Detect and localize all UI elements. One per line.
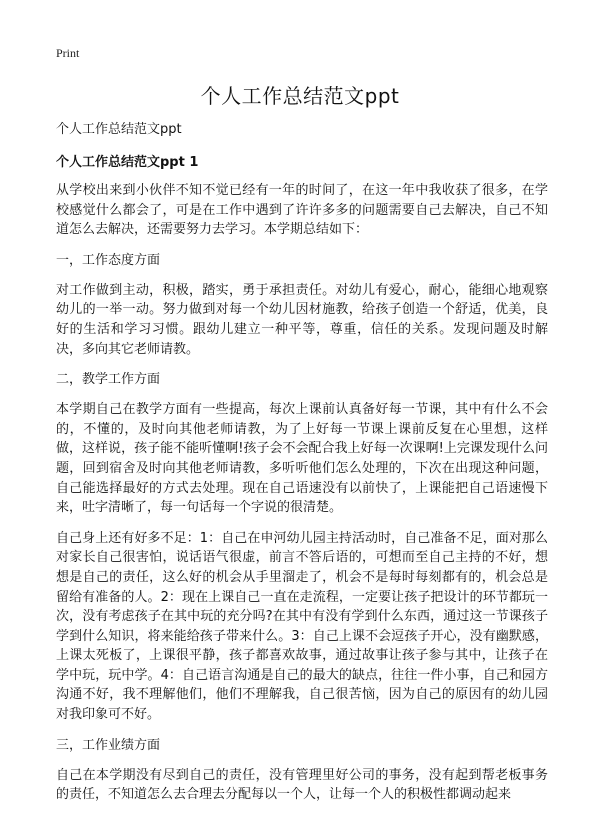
shortcomings-paragraph: 自己身上还有好多不足：1：自己在申河幼儿园主持活动时，自己准备不足，面对那么对家长自己很害怕，说话语气很虚，前言不答后语的，可想而至自己主持的不好，想想是自己的责任，这么好的机会从手里溜走了，机会不是每时每刻都有的，机会总是留给有准备的人。2：现在上课自己一直在走流程，一定要让孩子把设计的环节都玩一次，没有考虑孩子在其中玩的充分吗?在其中有没有学到什么东西，通过这一节课孩子学到什么知识，将来能给孩子带来什么。3：自己上课不会逗孩子开心，没有幽默感，上课太死板了，上课很平静，孩子都喜欢故事，通过故事让孩子参与其中，让孩子在学中玩，玩中学。4：自己语言沟通是自己的最大的缺点，往往一件小事，自己和园方沟通不好，我不理解他们，他们不理解我，自己很苦恼，因为自己的原因有的幼儿园对我印象可不好。 <box>56 530 548 723</box>
document-title: 个人工作总结范文ppt <box>200 84 400 108</box>
work-performance-heading: 三，工作业绩方面 <box>56 737 161 753</box>
print-link[interactable]: Print <box>56 46 80 60</box>
work-attitude-heading: 一，工作态度方面 <box>56 252 161 268</box>
teaching-work-heading: 二，教学工作方面 <box>56 372 161 388</box>
document-subtitle: 个人工作总结范文ppt <box>56 122 182 137</box>
work-performance-paragraph: 自己在本学期没有尽到自己的责任，没有管理里好公司的事务，没有起到帮老板事务的责任，不知道怎么去合理去分配每以一个人，让每一个人的积极性都调动起来 <box>56 767 548 803</box>
intro-paragraph: 从学校出来到小伙伴不知不觉已经有一年的时间了，在这一年中我收获了很多，在学校感觉什么都会了，可是在工作中遇到了许许多多的问题需要自己去解决，自己不知道怎么去解决，还需要努力去学习。本学期总结如下： <box>56 183 548 238</box>
teaching-work-paragraph: 本学期自己在教学方面有一些提高，每次上课前认真备好每一节课，其中有什么不会的，不懂的，及时向其他老师请教，为了上好每一节课上课前反复在心里想，这样做，这样说，孩子能不能听懂啊!孩子会不会配合我上好每一次课啊!上完课发现什么问题，回到宿舍及时向其他老师请教，多听听他们怎么处理的，下次在出现这种问题，自己能选择最好的方式去处理。现在自己语速没有以前快了，上课能把自己语速慢下来，吐字清晰了，每一句话每一个字说的很清楚。 <box>56 402 548 516</box>
document-body <box>56 120 548 816</box>
work-attitude-paragraph: 对工作做到主动，积极，踏实，勇于承担责任。对幼儿有爱心，耐心，能细心地观察幼儿的一举一动。努力做到对每一个幼儿因材施教，给孩子创造一个舒适，优美，良好的生活和学习习惯。跟幼儿建立一种平等，尊重，信任的关系。发现问题及时解决，多向其它老师请教。 <box>56 282 548 357</box>
section-heading: 个人工作总结范文ppt 1 <box>56 155 199 170</box>
